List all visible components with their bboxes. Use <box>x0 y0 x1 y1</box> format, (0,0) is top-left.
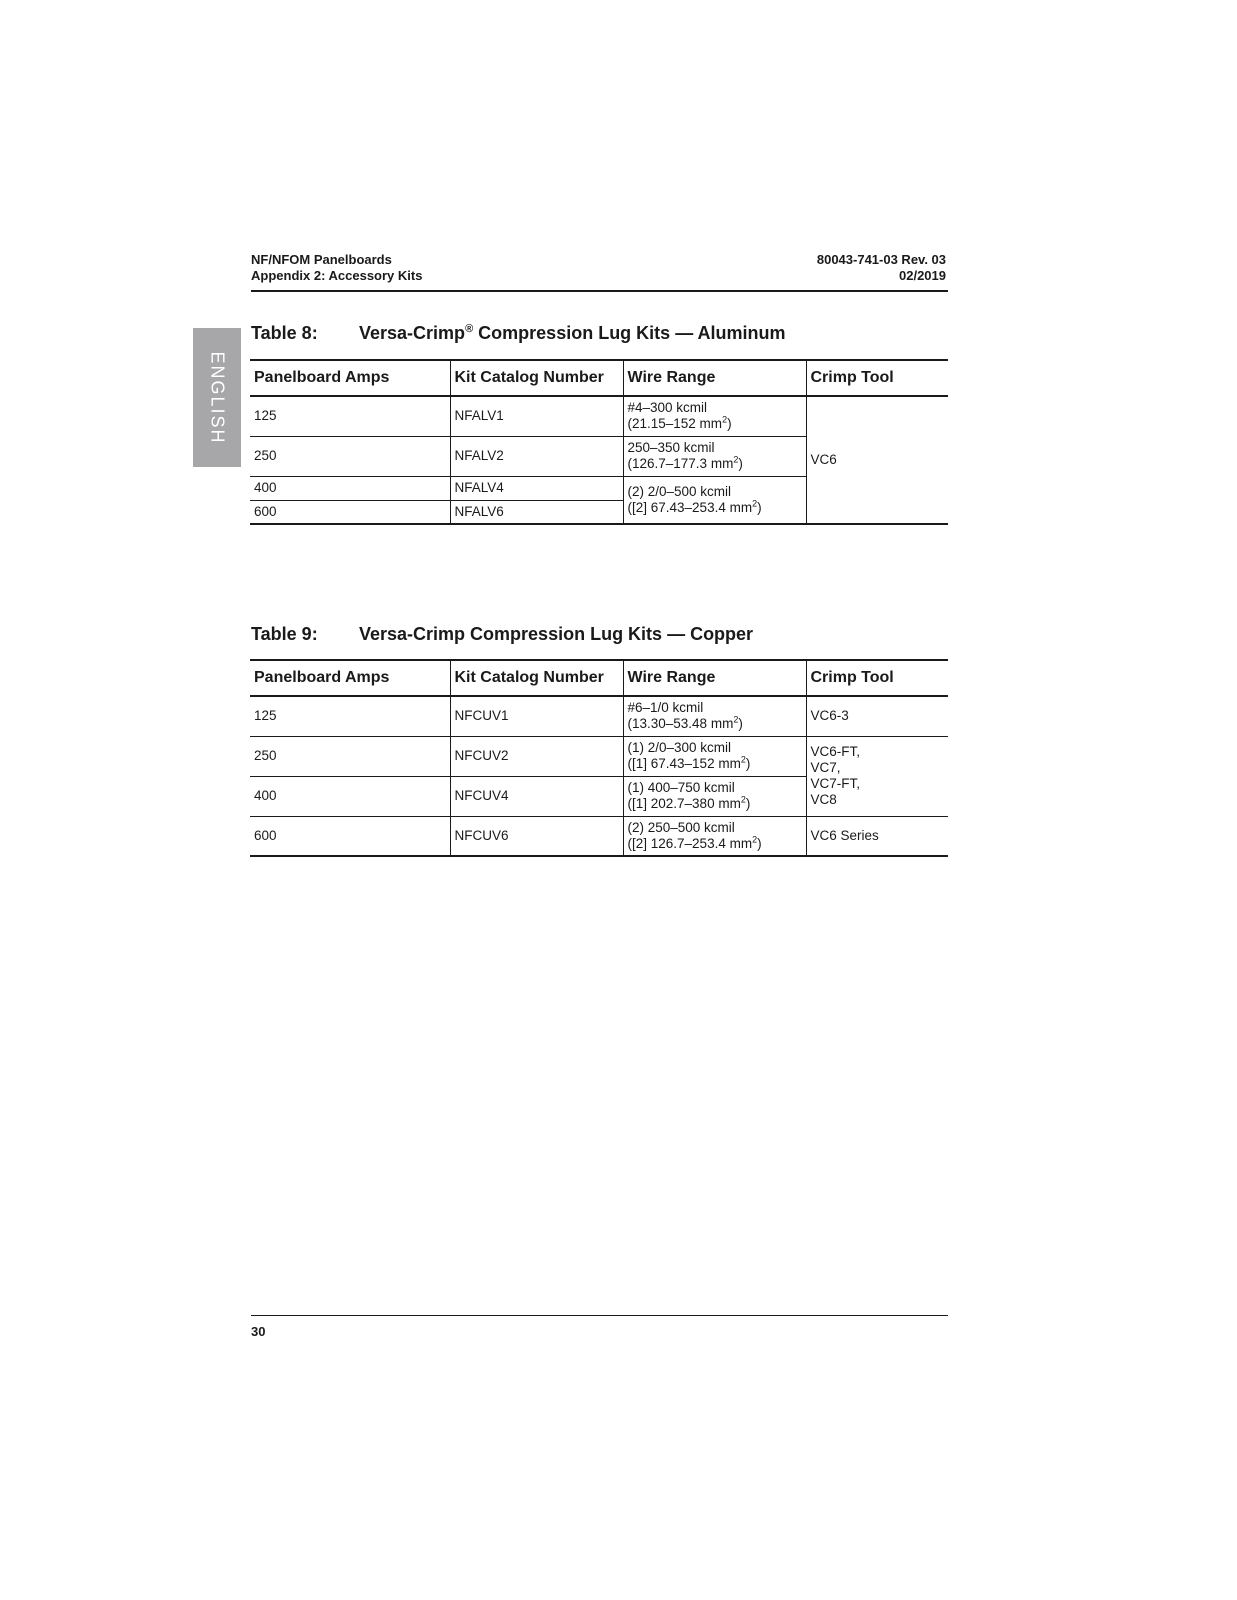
table9-caption <box>251 624 753 645</box>
squared-mark: 2 <box>752 498 758 509</box>
wire-metric-close: ) <box>745 756 751 771</box>
table8-title <box>359 323 786 343</box>
kit-cell: NFALV1 <box>450 396 623 436</box>
amps-cell: 400 <box>250 476 450 500</box>
wire-cell <box>623 776 806 816</box>
squared-mark: 2 <box>733 714 739 725</box>
registered-mark: ® <box>465 323 474 335</box>
wire-range-kcmil: 250–350 kcmil <box>627 440 715 455</box>
crimp-tool-line: VC8 <box>810 792 837 807</box>
wire-metric-value: ([2] 126.7–253.4 mm <box>627 835 753 851</box>
table9-header-row <box>250 660 948 696</box>
table8-title-brand: Versa-Crimp <box>359 323 466 343</box>
table8-col-tool: Crimp Tool <box>806 360 948 396</box>
wire-metric-close: ) <box>745 796 751 811</box>
squared-mark: 2 <box>733 454 739 465</box>
squared-mark: 2 <box>740 754 746 765</box>
wire-metric-value: (13.30–53.48 mm <box>627 716 734 732</box>
kit-cell: NFCUV6 <box>450 816 623 856</box>
wire-cell <box>623 696 806 736</box>
wire-metric-close: ) <box>738 456 743 471</box>
kit-cell: NFALV4 <box>450 476 623 500</box>
table8-col-amps: Panelboard Amps <box>250 360 450 396</box>
wire-cell <box>623 476 806 524</box>
wire-range-kcmil: (1) 2/0–300 kcmil <box>627 740 732 755</box>
wire-cell <box>623 736 806 776</box>
amps-cell: 400 <box>250 776 450 816</box>
wire-range-metric <box>628 456 802 472</box>
table-row <box>250 736 948 776</box>
amps-cell: 125 <box>250 696 450 736</box>
wire-metric-value: ([1] 67.43–152 mm <box>627 756 741 771</box>
footer-rule <box>251 1315 948 1316</box>
table8-col-wire: Wire Range <box>623 360 806 396</box>
wire-range-kcmil: (2) 2/0–500 kcmil <box>627 483 732 499</box>
crimp-tool-cell <box>806 736 948 816</box>
wire-metric-value: (21.15–152 mm <box>627 416 723 432</box>
table9-col-wire: Wire Range <box>623 660 806 696</box>
wire-range-kcmil: #4–300 kcmil <box>627 400 708 416</box>
wire-range-metric <box>628 756 802 772</box>
language-tab <box>193 328 241 467</box>
squared-mark: 2 <box>722 414 728 425</box>
table8-number: Table 8: <box>251 323 318 343</box>
wire-range-metric <box>628 836 802 852</box>
crimp-tool-cell: VC6-3 <box>806 696 948 736</box>
table-row <box>250 696 948 736</box>
wire-metric-value: (126.7–177.3 mm <box>627 456 734 471</box>
table9-col-kit: Kit Catalog Number <box>450 660 623 696</box>
amps-cell: 600 <box>250 500 450 524</box>
table8-header-row <box>250 360 948 396</box>
table9-col-tool: Crimp Tool <box>806 660 948 696</box>
wire-metric-value: ([1] 202.7–380 mm <box>627 796 741 811</box>
wire-metric-close: ) <box>757 835 762 851</box>
wire-cell <box>623 396 806 436</box>
header-doc-number: 80043-741-03 Rev. 03 <box>816 252 946 267</box>
header-date: 02/2019 <box>899 268 946 283</box>
wire-metric-close: ) <box>738 716 743 732</box>
header-right <box>817 252 946 284</box>
table-row <box>250 396 948 436</box>
wire-cell <box>623 816 806 856</box>
page-number: 30 <box>251 1324 266 1339</box>
squared-mark: 2 <box>740 794 746 805</box>
kit-cell: NFALV2 <box>450 436 623 476</box>
wire-range-metric <box>628 416 802 432</box>
table-row <box>250 816 948 856</box>
amps-cell: 250 <box>250 436 450 476</box>
wire-metric-close: ) <box>727 416 732 432</box>
crimp-tool-line: VC6-FT, <box>810 744 861 759</box>
wire-metric-close: ) <box>757 499 762 515</box>
crimp-tool-cell: VC6 Series <box>806 816 948 856</box>
table8 <box>250 359 948 525</box>
crimp-tool-line: VC7, <box>810 760 841 775</box>
kit-cell: NFCUV4 <box>450 776 623 816</box>
kit-cell: NFCUV2 <box>450 736 623 776</box>
table9-col-amps: Panelboard Amps <box>250 660 450 696</box>
wire-metric-value: ([2] 67.43–253.4 mm <box>627 499 753 515</box>
table9-title: Versa-Crimp Compression Lug Kits — Copper <box>359 624 754 644</box>
table9-number: Table 9: <box>251 624 318 644</box>
table8-caption <box>251 323 786 344</box>
wire-range-metric <box>628 796 802 812</box>
crimp-tool-cell: VC6 <box>806 396 948 524</box>
wire-range-metric <box>628 500 802 516</box>
crimp-tool-line: VC7-FT, <box>810 776 861 791</box>
kit-cell: NFCUV1 <box>450 696 623 736</box>
kit-cell: NFALV6 <box>450 500 623 524</box>
amps-cell: 600 <box>250 816 450 856</box>
wire-range-kcmil: (2) 250–500 kcmil <box>627 819 735 835</box>
header-rule <box>251 290 948 292</box>
header-section: Appendix 2: Accessory Kits <box>251 268 423 283</box>
wire-range-metric <box>628 716 802 732</box>
amps-cell: 125 <box>250 396 450 436</box>
amps-cell: 250 <box>250 736 450 776</box>
wire-range-kcmil: #6–1/0 kcmil <box>627 700 704 716</box>
wire-range-kcmil: (1) 400–750 kcmil <box>627 780 735 795</box>
table9 <box>250 659 948 857</box>
table8-title-rest: Compression Lug Kits — Aluminum <box>473 323 786 343</box>
language-tab-label: ENGLISH <box>207 350 228 445</box>
header-product: NF/NFOM Panelboards <box>251 252 392 267</box>
squared-mark: 2 <box>752 834 758 845</box>
header-left <box>251 252 422 284</box>
table8-col-kit: Kit Catalog Number <box>450 360 623 396</box>
wire-cell <box>623 436 806 476</box>
